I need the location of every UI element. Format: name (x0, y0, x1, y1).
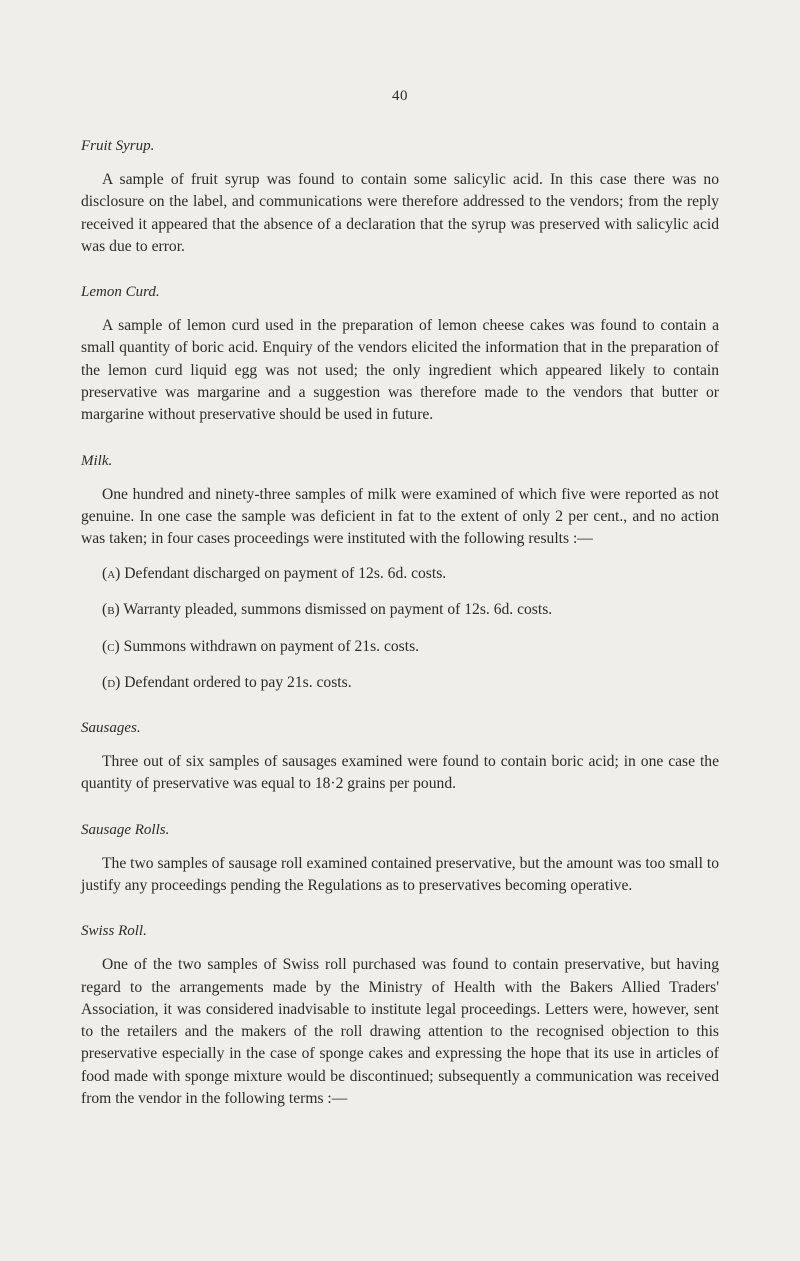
list-item (102, 599, 719, 621)
section-paragraph: A sample of lemon curd used in the preparation of lemon cheese cakes was found to contain a small quantity of boric acid. Enquiry of the vendors elicited the information that in the preparation of the lemon curd liquid egg was not used; the only ingredient which appeared likely to contain preservative was margarine and a suggestion was therefore made to the vendors that butter or margarine without preservative should be used in future. (81, 317, 719, 424)
section-paragraph: One of the two samples of Swiss roll purchased was found to contain preservative, but having regard to the arrangements made by the Ministry of Health with the Bakers Allied Traders' Association, it was considered inadvisable to institute legal proceedings. Letters were, however, sent to the retailers and the makers of the roll drawing attention to the recognised objection to this preservative especially in the case of sponge cakes and expressing the hope that its use in articles of food made with sponge mixture would be discontinued; subsequently a communication was received from the vendor in the following terms :— (81, 956, 719, 1108)
list-item (102, 563, 719, 585)
section-heading: Sausages. (81, 720, 141, 737)
list-item (102, 636, 719, 658)
list-item-text: Defendant discharged on payment of 12s. 6d. costs. (124, 564, 447, 582)
list-item-mark: (a) (102, 564, 121, 582)
list-item-text: Warranty pleaded, summons dismissed on payment of 12s. 6d. costs. (123, 601, 553, 619)
section-fruit-syrup (81, 136, 719, 258)
section-swiss-roll (81, 921, 719, 1110)
section-heading: Milk. (81, 452, 113, 469)
section-lemon-curd (81, 282, 719, 426)
section-milk (81, 451, 719, 694)
list-item (102, 672, 719, 694)
document-body (81, 136, 719, 1134)
section-heading: Fruit Syrup. (81, 138, 155, 154)
list-item-mark: (d) (102, 674, 121, 692)
section-sausages (81, 718, 719, 796)
list-item-text: Summons withdrawn on payment of 21s. costs. (123, 637, 420, 655)
page-number: 40 (392, 88, 408, 104)
section-paragraph: The two samples of sausage roll examined contained preservative, but the amount was too small to justify any proceedings pending the Regulations as to preservatives becoming operative. (81, 854, 719, 894)
proceedings-results-list (81, 563, 719, 695)
section-paragraph: A sample of fruit syrup was found to contain some salicylic acid. In this case there was no disclosure on the label, and communications were therefore addressed to the vendors; from the reply received it appeared that the absence of a declaration that the syrup was preserved with salicylic acid was due to error. (81, 171, 719, 255)
section-paragraph: Three out of six samples of sausages examined were found to contain boric acid; in one case the quantity of preservative was equal to 18·2 grains per pound. (81, 753, 719, 793)
list-item-mark: (c) (102, 637, 120, 655)
section-heading: Swiss Roll. (81, 923, 147, 940)
list-item-mark: (b) (102, 601, 120, 619)
section-heading: Lemon Curd. (81, 284, 160, 301)
section-sausage-rolls (81, 820, 719, 898)
list-item-text: Defendant ordered to pay 21s. costs. (124, 674, 352, 692)
section-paragraph: One hundred and ninety-three samples of milk were examined of which five were reported as not genuine. In one case the sample was deficient in fat to the extent of only 2 per cent., and no action was taken; in four cases proceedings were instituted with the following results :— (81, 485, 719, 548)
section-heading: Sausage Rolls. (81, 821, 170, 838)
